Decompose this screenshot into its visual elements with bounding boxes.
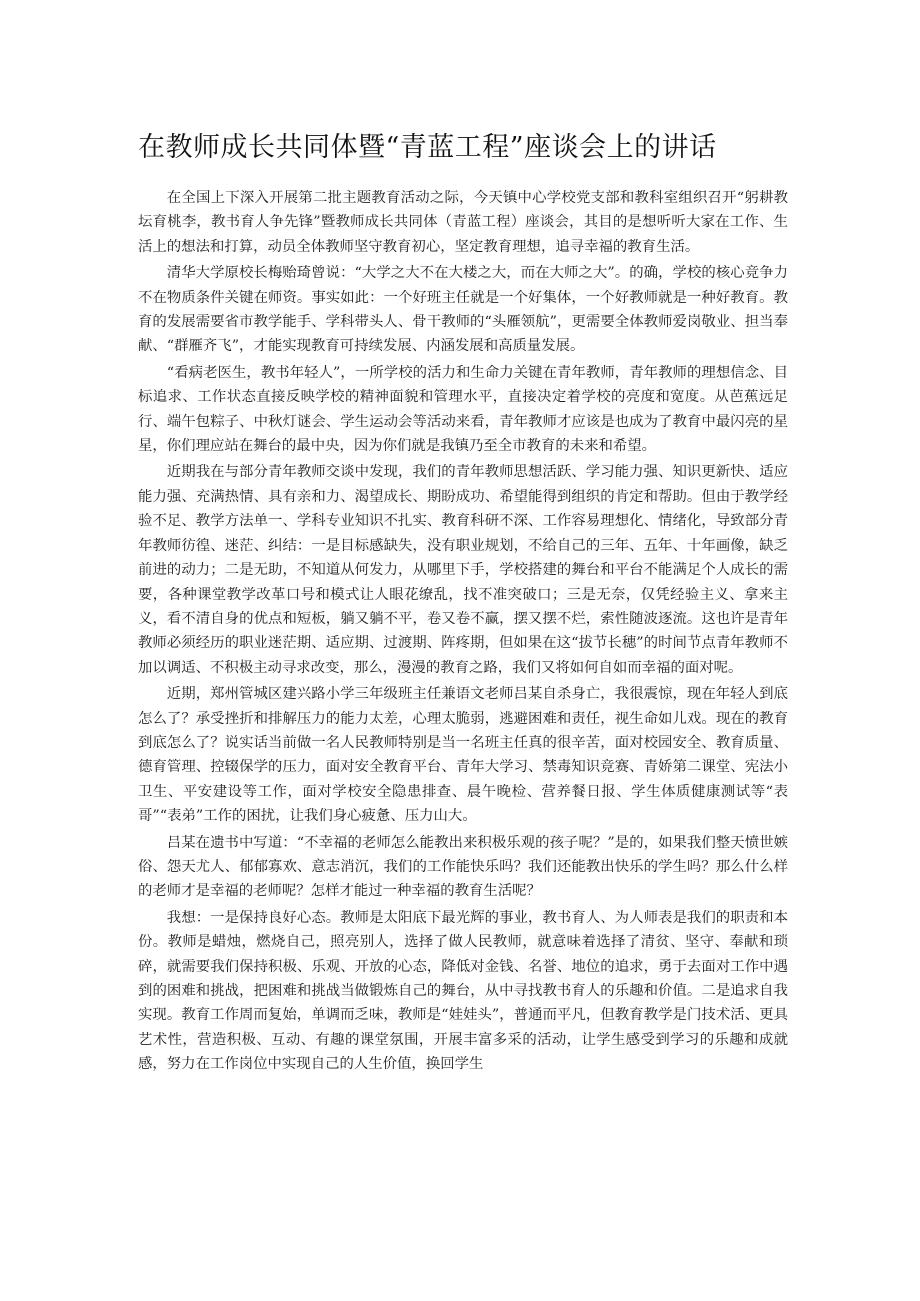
document-page (138, 128, 788, 1077)
paragraph-young-teachers: “看病老医生，教书年轻人”，一所学校的活力和生命力关键在青年教师，青年教师的理想信念、目标追求、工作状态直接反映学校的精神面貌和管理水平，直接决定着学校的亮度和宽度。从芭蕉远足行、端午包粽子、中秋灯谜会、学生运动会等活动来看，青年教师才应该是也成为了教育中最闪亮的星星，你们理应站在舞台的最中央，因为你们就是我镇乃至全市教育的未来和希望。 (138, 364, 788, 455)
document-body (138, 186, 788, 1077)
document-title: 在教师成长共同体暨“青蓝工程”座谈会上的讲话 (138, 132, 717, 163)
paragraph-findings: 近期我在与部分青年教师交谈中发现，我们的青年教师思想活跃、学习能力强、知识更新快、适应能力强、充满热情、具有亲和力、渴望成长、期盼成功、希望能得到组织的肯定和帮助。但由于教学经验不足、教学方法单一、学科专业知识不扎实、教育科研不深、工作容易理想化、情绪化，导致部分青年教师彷徨、迷茫、纠结：一是目标感缺失，没有职业规划，不给自己的三年、五年、十年画像，缺乏前进的动力；二是无助，不知道从何发力，从哪里下手，学校搭建的舞台和平台不能满足个人成长的需要，各种课堂教学改革口号和模式让人眼花缭乱，找不准突破口；三是无奈，仅凭经验主义、拿来主义，看不清自身的优点和短板，躺又躺不平，卷又卷不赢，摆又摆不烂，索性随波逐流。这也许是青年教师必须经历的职业迷茫期、适应期、过渡期、阵疼期，但如果在这“拔节长穗”的时间节点青年教师不加以调适、不积极主动寻求改变，那么，漫漫的教育之路，我们又将如何自如而幸福的面对呢。 (138, 464, 788, 676)
paragraph-incident: 近期，郑州管城区建兴路小学三年级班主任兼语文老师吕某自杀身亡，我很震惊，现在年轻人到底怎么了？承受挫折和排解压力的能力太差，心理太脆弱，逃避困难和责任，视生命如儿戏。现在的教育到底怎么了？说实话当前做一名人民教师特别是当一名班主任真的很辛苦，面对校园安全、教育质量、德育管理、控辍保学的压力，面对安全教育平台、青年大学习、禁毒知识竞赛、青娇第二课堂、宪法小卫生、平安建设等工作，面对学校安全隐患排查、晨午晚检、营养餐日报、学生体质健康测试等“表哥”“表弟”工作的困扰，让我们身心疲惫、压力山大。 (138, 686, 788, 825)
paragraph-question: 吕某在遗书中写道：“不幸福的老师怎么能教出来积极乐观的孩子呢？”是的，如果我们整天愤世嫉俗、怨天尤人、郁郁寡欢、意志消沉，我们的工作能快乐吗？我们还能教出快乐的学生吗？那么什么样的老师才是幸福的老师呢？怎样才能过一种幸福的教育生活呢？ (138, 834, 788, 900)
paragraph-suggestions: 我想：一是保持良好心态。教师是太阳底下最光辉的事业，教书育人、为人师表是我们的职责和本份。教师是蜡烛，燃烧自己，照亮别人，选择了做人民教师，就意味着选择了清贫、坚守、奉献和琐碎，就需要我们保持积极、乐观、开放的心态，降低对金钱、名誉、地位的追求，勇于去面对工作中遇到的困难和挑战，把困难和挑战当做锻炼自己的舞台，从中寻找教书育人的乐趣和价值。二是追求自我实现。教育工作周而复始，单调而乏味，教师是“娃娃头”，普通而平凡，但教育教学是门技术活、更具艺术性，营造积极、互动、有趣的课堂氛围，开展丰富多采的活动，让学生感受到学习的乐趣和成就感，努力在工作岗位中实现自己的人生价值，换回学生 (138, 909, 788, 1073)
paragraph-core-competitiveness: 清华大学原校长梅贻琦曾说：“大学之大不在大楼之大，而在大师之大”。的确，学校的核心竞争力不在物质条件关键在师资。事实如此：一个好班主任就是一个好集体，一个好教师就是一种好教育。教育的发展需要省市教学能手、学科带头人、骨干教师的“头雁领航”，更需要全体教师爱岗敬业、担当奉献、“群雁齐飞”，才能实现教育可持续发展、内涵发展和高质量发展。 (138, 265, 788, 355)
paragraph-intro: 在全国上下深入开展第二批主题教育活动之际，今天镇中心学校党支部和教科室组织召开“躬耕教坛育桃李，教书育人争先锋”暨教师成长共同体（青蓝工程）座谈会，其目的是想听听大家在工作、生活上的想法和打算，动员全体教师坚守教育初心，坚定教育理想，追寻幸福的教育生活。 (138, 190, 788, 255)
